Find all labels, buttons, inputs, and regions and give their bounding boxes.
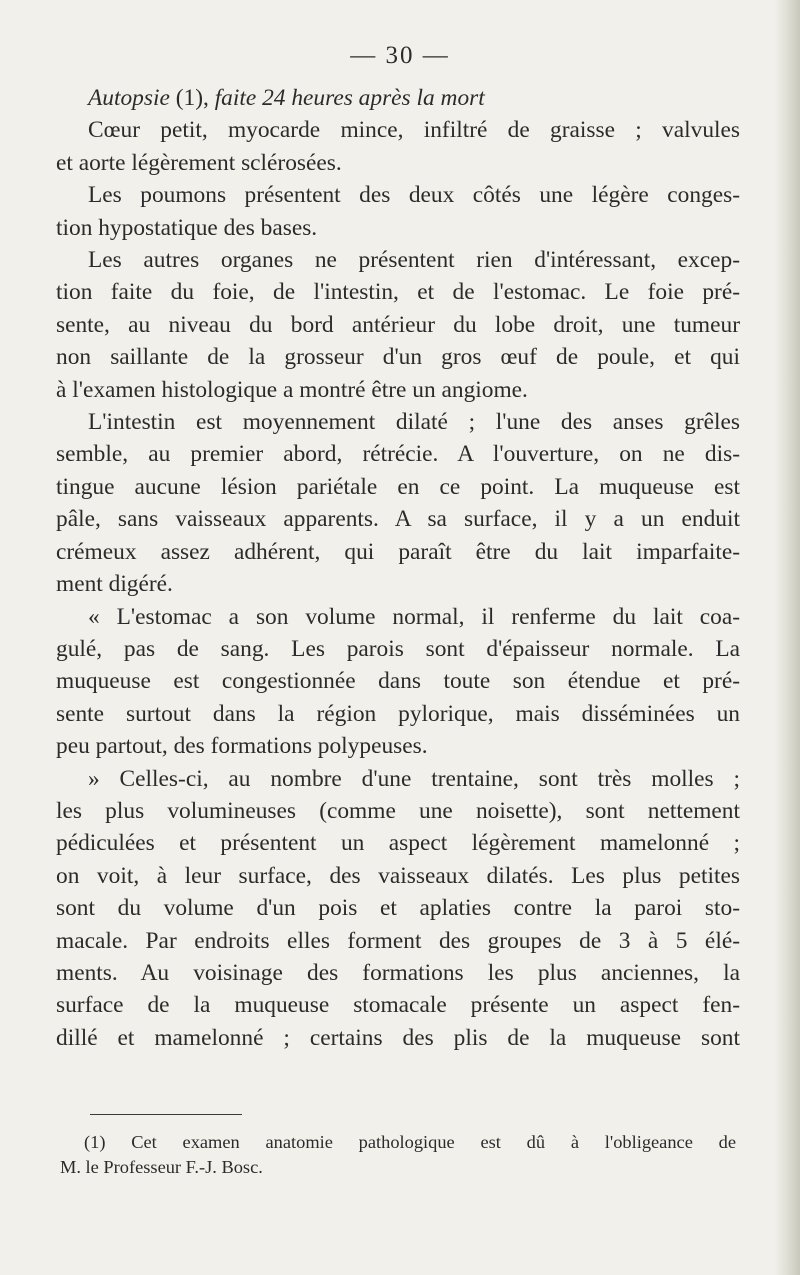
- text-line: semble, au premier abord, rétrécie. A l'ouverture, on ne dis-: [56, 441, 740, 468]
- heading-note-ref: (1),: [169, 85, 215, 111]
- text-line: » Celles-ci, au nombre d'une trentaine, sont très molles ;: [88, 765, 740, 792]
- text-line: tion faite du foie, de l'intestin, et de l'estomac. Le foie pré-: [56, 279, 740, 306]
- text-line: tingue aucune lésion pariétale en ce point. La muqueuse est: [56, 473, 740, 500]
- text-line: peu partout, des formations polypeuses.: [56, 733, 428, 760]
- text-line: tion hypostatique des bases.: [56, 214, 318, 241]
- section-heading: [56, 82, 740, 114]
- text-line: sont du volume d'un pois et aplaties contre la paroi sto-: [56, 895, 740, 922]
- text-line: Cœur petit, myocarde mince, infiltré de graisse ; valvules: [88, 117, 740, 144]
- text-line: sente, au niveau du bord antérieur du lobe droit, une tumeur: [56, 311, 740, 338]
- text-line: ment digéré.: [56, 571, 173, 598]
- text-line: ments. Au voisinage des formations les plus anciennes, la: [56, 959, 740, 986]
- text-line: surface de la muqueuse stomacale présente un aspect fen-: [56, 992, 740, 1019]
- text-line: L'intestin est moyennement dilaté ; l'une des anses grêles: [88, 409, 740, 436]
- footnote-line: (1) Cet examen anatomie pathologique est dû à l'obligeance de: [84, 1132, 736, 1152]
- footnote-line: M. le Professeur F.-J. Bosc.: [60, 1157, 263, 1177]
- heading-italic-autopsie: Autopsie: [88, 85, 170, 111]
- text-line: pédiculées et présentent un aspect légèrement mamelonné ;: [56, 830, 740, 857]
- text-line: dillé et mamelonné ; certains des plis de la muqueuse sont: [56, 1024, 740, 1051]
- text-line: à l'examen histologique a montré être un angiome.: [56, 376, 528, 403]
- text-line: on voit, à leur surface, des vaisseaux dilatés. Les plus petites: [56, 862, 740, 889]
- text-line: Les autres organes ne présentent rien d'intéressant, excep-: [88, 247, 740, 274]
- text-line: muqueuse est congestionnée dans toute son étendue et pré-: [56, 668, 740, 695]
- footnote: [60, 1130, 736, 1180]
- footnote-rule: [90, 1114, 242, 1115]
- text-line: pâle, sans vaisseaux apparents. A sa surface, il y a un enduit: [56, 506, 740, 533]
- paragraph-lines: [56, 114, 740, 1054]
- text-line: « L'estomac a son volume normal, il renferme du lait coa-: [88, 603, 740, 630]
- text-line: sente surtout dans la région pylorique, mais disséminées un: [56, 700, 740, 727]
- text-line: les plus volumineuses (comme une noisette), sont nettement: [56, 797, 740, 824]
- text-line: Les poumons présentent des deux côtés une légère conges-: [88, 182, 740, 209]
- body-text: [56, 82, 740, 1054]
- page-edge-shadow: [774, 0, 800, 1275]
- text-line: macale. Par endroits elles forment des groupes de 3 à 5 élé-: [56, 927, 740, 954]
- heading-italic-timing: faite 24 heures après la mort: [214, 85, 485, 111]
- text-line: non saillante de la grosseur d'un gros œuf de poule, et qui: [56, 344, 740, 371]
- text-line: et aorte légèrement sclérosées.: [56, 149, 342, 176]
- page-number: — 30 —: [350, 42, 450, 69]
- text-line: gulé, pas de sang. Les parois sont d'épaisseur normale. La: [56, 635, 740, 662]
- text-line: crémeux assez adhérent, qui paraît être du lait imparfaite-: [56, 538, 740, 565]
